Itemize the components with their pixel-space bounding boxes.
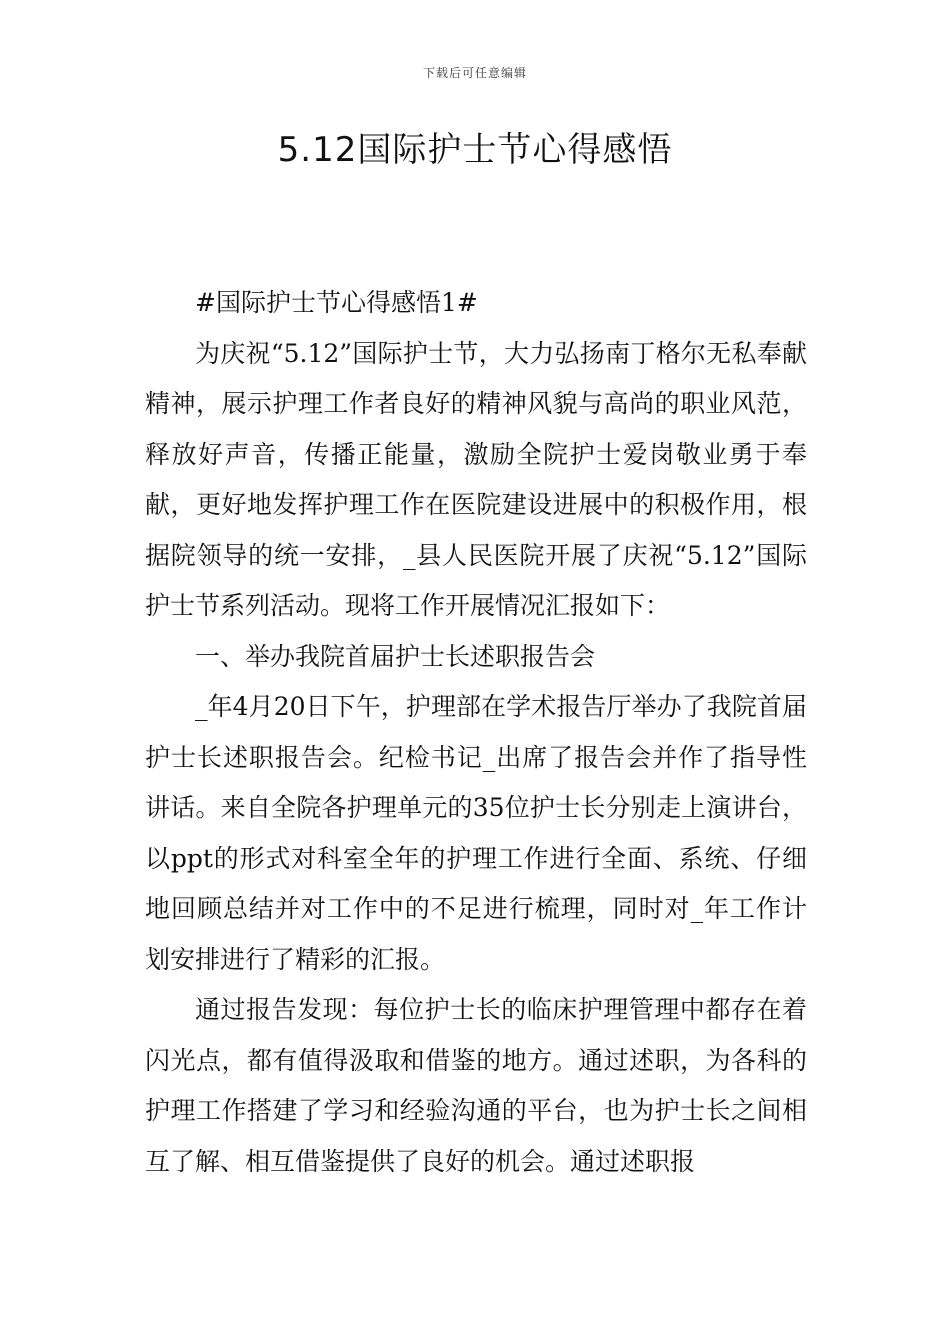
subsection-heading: 一、举办我院首届护士长述职报告会 bbox=[195, 641, 596, 671]
section-heading: #国际护士节心得感悟1# bbox=[195, 288, 478, 317]
paragraph-intro: 为庆祝“5.12”国际护士节，大力弘扬南丁格尔无私奉献精神，展示护理工作者良好的精神风貌与高尚的职业风范，释放好声音，传播正能量，激励全院护士爱岗敬业勇于奉献，更好地发挥护理工作在医院建设进展中的积极作用，根据院领导的统一安排，_县人民医院开展了庆祝“5.12”国际护士节系列活动。现将工作开展情况汇报如下： bbox=[145, 338, 807, 620]
header-note: 下载后可任意编辑 bbox=[422, 66, 527, 80]
page-title: 5.12国际护士节心得感悟 bbox=[277, 130, 673, 170]
document-body bbox=[145, 278, 807, 1187]
paragraph-report-meeting: _年4月20日下午，护理部在学术报告厅举办了我院首届护士长述职报告会。纪检书记_出席了报告会并作了指导性讲话。来自全院各护理单元的35位护士长分别走上演讲台，以ppt的形式对科室全年的护理工作进行全面、系统、仔细地回顾总结并对工作中的不足进行梳理，同时对_年工作计划安排进行了精彩的汇报。 bbox=[145, 692, 807, 974]
paragraph-findings: 通过报告发现：每位护士长的临床护理管理中都存在着闪光点，都有值得汲取和借鉴的地方。通过述职，为各科的护理工作搭建了学习和经验沟通的平台，也为护士长之间相互了解、相互借鉴提供了良好的机会。通过述职报 bbox=[145, 995, 807, 1176]
